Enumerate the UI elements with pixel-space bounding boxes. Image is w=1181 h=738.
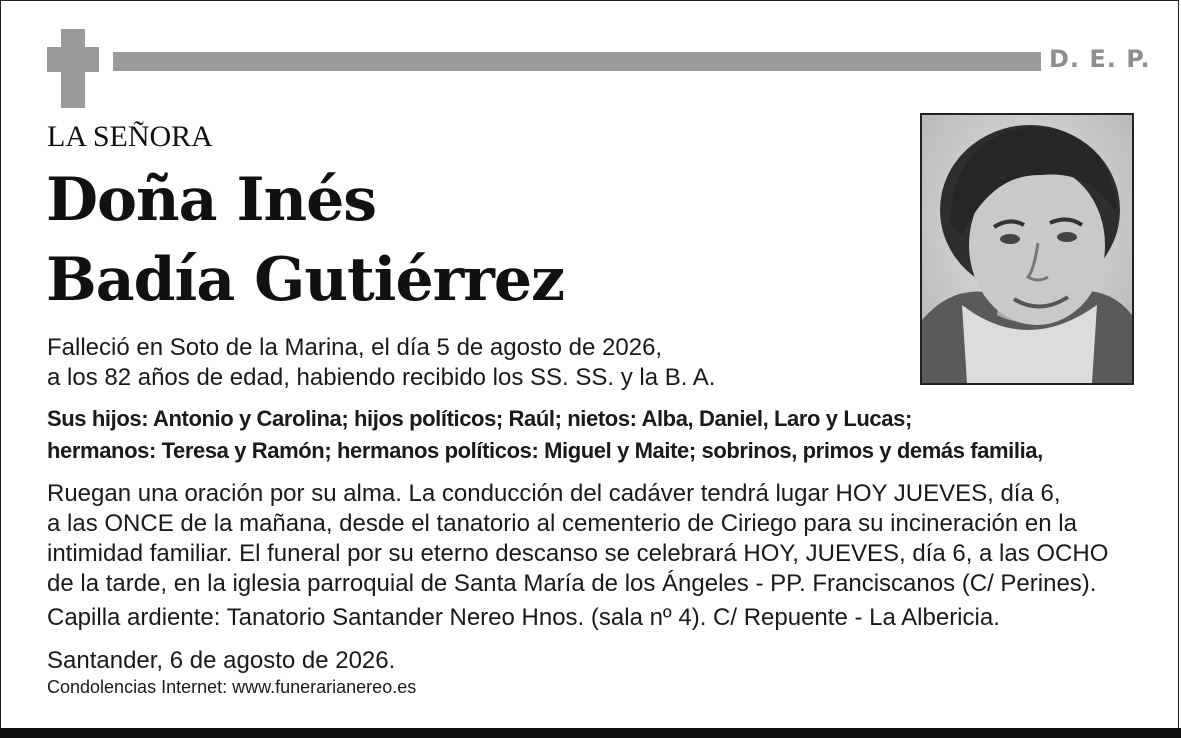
- header-rule: [113, 52, 1041, 71]
- family-line2: hermanos: Teresa y Ramón; hermanos políticos: Miguel y Maite; sobrinos, primos y demás familia,: [47, 438, 1043, 463]
- funeral-line1: Ruegan una oración por su alma. La conducción del cadáver tendrá lugar HOY JUEVES, día 6,: [47, 480, 1061, 507]
- honorific-title: LA SEÑORA: [47, 120, 213, 153]
- dep-badge: D. E. P.: [1049, 45, 1151, 73]
- deceased-name-line1: Doña Inés: [46, 165, 377, 235]
- place-date: Santander, 6 de agosto de 2026.: [47, 647, 396, 674]
- funeral-line2: a las ONCE de la mañana, desde el tanatorio al cementerio de Ciriego para su incineración en la: [47, 510, 1077, 537]
- family-line1: Sus hijos: Antonio y Carolina; hijos políticos; Raúl; nietos: Alba, Daniel, Laro y Lucas;: [47, 406, 912, 431]
- funeral-line3: intimidad familiar. El funeral por su eterno descanso se celebrará HOY, JUEVES, día 6, a las OCHO: [47, 540, 1109, 567]
- death-notice-line2: a los 82 años de edad, habiendo recibido los SS. SS. y la B. A.: [47, 364, 716, 391]
- condolences-link: Condolencias Internet: www.funerarianereo.es: [47, 677, 417, 697]
- bottom-border: [0, 728, 1181, 738]
- funeral-line4: de la tarde, en la iglesia parroquial de Santa María de los Ángeles - PP. Franciscanos (C/ Perines).: [47, 570, 1097, 597]
- chapel-info: Capilla ardiente: Tanatorio Santander Nereo Hnos. (sala nº 4). C/ Repuente - La Albericia.: [47, 604, 1000, 631]
- death-notice-line1: Falleció en Soto de la Marina, el día 5 de agosto de 2026,: [47, 334, 663, 361]
- portrait-photo: [920, 113, 1134, 385]
- deceased-name-line2: Badía Gutiérrez: [46, 245, 565, 315]
